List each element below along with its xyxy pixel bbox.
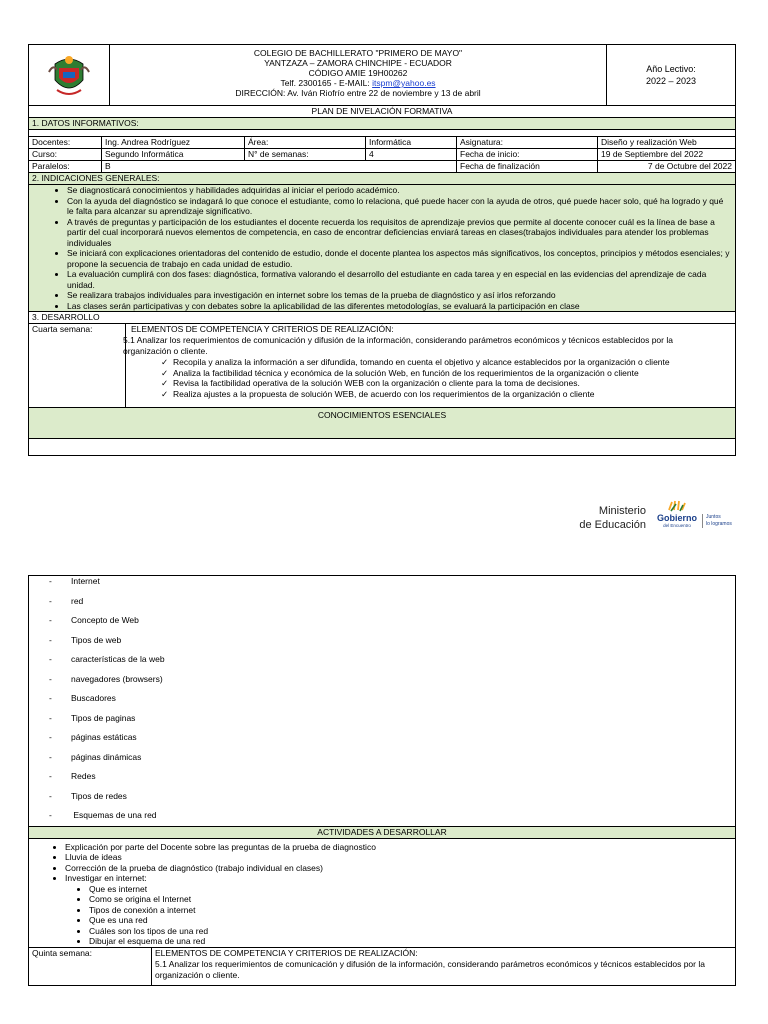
- empty-row: [29, 439, 735, 455]
- conocimiento-item: - Concepto de Web: [49, 611, 735, 631]
- cuarta-checklist: [129, 357, 732, 399]
- school-crest-icon: [47, 50, 91, 100]
- investigar-list: [29, 884, 735, 947]
- cuarta-title: ELEMENTOS DE COMPETENCIA Y CRITERIOS DE REALIZACIÓN:: [131, 324, 394, 334]
- conocimiento-item: - Buscadores: [49, 689, 735, 709]
- actividad-item: • Lluvia de ideas: [65, 852, 735, 863]
- actividades-content: [29, 839, 735, 947]
- info-row-1: Docentes: Ing. Andrea Rodríguez Área: Informática Asignatura: Diseño y realización Web: [29, 137, 735, 149]
- indicacion-item: • Las clases serán participativas y con debates sobre la aplicabilidad de las diferentes metodologías, se evaluará la participación en clase: [67, 301, 731, 312]
- school-location: YANTZAZA – ZAMORA CHINCHIPE - ECUADOR: [264, 58, 452, 68]
- investigar-item: • Que es internet: [89, 884, 735, 895]
- email-link[interactable]: itspm@yahoo.es: [372, 78, 436, 88]
- actividad-item: • Investigar en internet:: [65, 873, 735, 884]
- spacer: [29, 130, 735, 137]
- year-value: 2022 – 2023: [645, 76, 697, 86]
- school-info: [110, 45, 607, 105]
- header: [29, 45, 735, 106]
- conocimientos-heading: CONOCIMIENTOS ESENCIALES: [29, 408, 735, 439]
- conocimiento-item: - navegadores (browsers): [49, 670, 735, 690]
- indicacion-item: • Con la ayuda del diagnóstico se indagará lo que conoce el estudiante, como lo relaciona, qué puede hacer con la ayuda de otros, qué puede hacer solo, qué ha logrado y qué le falta para alcanzar su aprendizaje significativo.: [67, 196, 731, 217]
- school-logo: [29, 45, 110, 105]
- actividad-item: • Corrección de la prueba de diagnóstico (trabajo individual en clases): [65, 863, 735, 874]
- quinta-semana-label: Quinta semana:: [29, 948, 152, 985]
- quinta-content: [152, 948, 735, 985]
- info-row-3: Paralelos: B Fecha de finalización 7 de Octubre del 2022: [29, 161, 735, 173]
- conocimiento-item: - páginas dinámicas: [49, 748, 735, 768]
- actividad-item: • Explicación por parte del Docente sobre las preguntas de la prueba de diagnostico: [65, 842, 735, 853]
- investigar-item: • Cuáles son los tipos de una red: [89, 926, 735, 937]
- page-1: [28, 44, 736, 456]
- conocimiento-item: - red: [49, 592, 735, 612]
- indicaciones-block: [29, 185, 735, 312]
- cuarta-semana-row: [29, 324, 735, 408]
- conocimiento-item: - características de la web: [49, 650, 735, 670]
- gobierno-sunrise-icon: [667, 500, 687, 512]
- cuarta-criterio: 5.1 Analizar los requerimientos de comunicación y difusión de la información, considerando parámetros económicos y técnicos establecidos por la organización o cliente.: [123, 335, 673, 356]
- conocimiento-item: - Redes: [49, 767, 735, 787]
- ministerio-logo: Ministerio de Educación: [579, 505, 646, 531]
- quinta-title: ELEMENTOS DE COMPETENCIA Y CRITERIOS DE REALIZACIÓN:: [155, 947, 418, 958]
- criterio-check-item: ✓ Recopila y analiza la información a ser difundida, tomando en cuenta el objetivo y alcance establecidos por la organización o cliente: [173, 357, 722, 368]
- gobierno-logo: Gobierno del Encuentro: [654, 500, 700, 529]
- conocimiento-item: - Tipos de redes: [49, 787, 735, 807]
- actividades-block: [29, 839, 735, 948]
- juntos-logo: Juntos lo logramos: [702, 514, 732, 528]
- plan-title-row: [29, 106, 735, 118]
- criterio-check-item: ✓ Realiza ajustes a la propuesta de solución WEB, de acuerdo con los requerimientos de la organización o cliente: [173, 389, 722, 400]
- quinta-criterio: 5.1 Analizar los requerimientos de comunicación y difusión de la información, considerando parámetros económicos y técnicos establecidos por la organización o cliente.: [155, 958, 705, 980]
- investigar-item: • Tipos de conexión a internet: [89, 905, 735, 916]
- conocimientos-block: [29, 576, 735, 827]
- school-name: COLEGIO DE BACHILLERATO "PRIMERO DE MAYO": [253, 48, 463, 58]
- conocimiento-item: - Esquemas de una red: [49, 806, 735, 826]
- info-row-2: Curso: Segundo Informática N° de semanas: 4 Fecha de inicio: 19 de Septiembre del 2022: [29, 149, 735, 161]
- section-2-heading: 2. INDICACIONES GENERALES:: [29, 173, 735, 185]
- section-3-heading: 3. DESARROLLO: [29, 312, 735, 324]
- indicacion-item: • A través de preguntas y participación de los estudiantes el docente recuerda los requisitos de aprendizaje previos que permite al docente conocer cuál es la línea de base a partir del cual incorporará nuevos elementos de competencia, en caso de encontrar deficiencias enviará tareas en clases(trabajos individuales para atender los problemas individuales: [67, 217, 731, 249]
- conocimiento-item: - páginas estáticas: [49, 728, 735, 748]
- page-2: [28, 575, 736, 986]
- indicacion-item: • Se realizara trabajos individuales para investigación en internet sobre los temas de la prueba de diagnóstico y así irlos reforzando: [67, 290, 731, 301]
- indicacion-item: • La evaluación cumplirá con dos fases: diagnóstica, formativa valorando el desarrollo del estudiante en cada tarea y en especial en las evidencias del aprendizaje de cada unidad.: [67, 269, 731, 290]
- investigar-item: • Que es una red: [89, 915, 735, 926]
- school-address: DIRECCIÓN: Av. Iván Riofrío entre 22 de noviembre y 13 de abril: [235, 88, 481, 98]
- school-code: CÓDIGO AMIE 19H00262: [308, 68, 408, 78]
- conocimiento-item: - Internet: [49, 572, 735, 592]
- actividades-list: [29, 842, 735, 884]
- cuarta-semana-label: Cuarta semana:: [29, 324, 126, 407]
- actividades-heading: ACTIVIDADES A DESARROLLAR: [29, 827, 735, 839]
- conocimientos-list: [29, 572, 735, 826]
- indicaciones-list: [29, 185, 735, 311]
- criterio-check-item: ✓ Analiza la factibilidad técnica y económica de la solución Web, en función de los requerimientos de la organización o cliente: [173, 368, 722, 379]
- school-contact: Telf. 2300165 - E-MAIL: itspm@yahoo.es: [280, 78, 436, 88]
- quinta-semana-row: [29, 948, 735, 985]
- footer-logos: [578, 504, 738, 544]
- investigar-item: • Dibujar el esquema de una red: [89, 936, 735, 947]
- cuarta-content: [123, 324, 735, 407]
- conocimiento-item: - Tipos de web: [49, 631, 735, 651]
- indicacion-item: • Se iniciará con explicaciones orientadoras del contenido de estudio, donde el docente plantea los aspectos más significativos, los conceptos, principios y métodos esenciales; y propone la secuencia de trabajo en cada unidad de estudio.: [67, 248, 731, 269]
- year-label: Año Lectivo:: [646, 64, 696, 74]
- investigar-item: • Como se origina el Internet: [89, 894, 735, 905]
- conocimiento-item: - Tipos de paginas: [49, 709, 735, 729]
- indicacion-item: • Se diagnosticará conocimientos y habilidades adquiridas al iniciar el periodo académico.: [67, 185, 731, 196]
- plan-title: PLAN DE NIVELACIÓN FORMATIVA: [311, 106, 453, 116]
- criterio-check-item: ✓ Revisa la factibilidad operativa de la solución WEB con la organización o cliente para la toma de decisiones.: [173, 378, 722, 389]
- school-year: [607, 45, 735, 105]
- section-1-heading: 1. DATOS INFORMATIVOS:: [29, 118, 735, 130]
